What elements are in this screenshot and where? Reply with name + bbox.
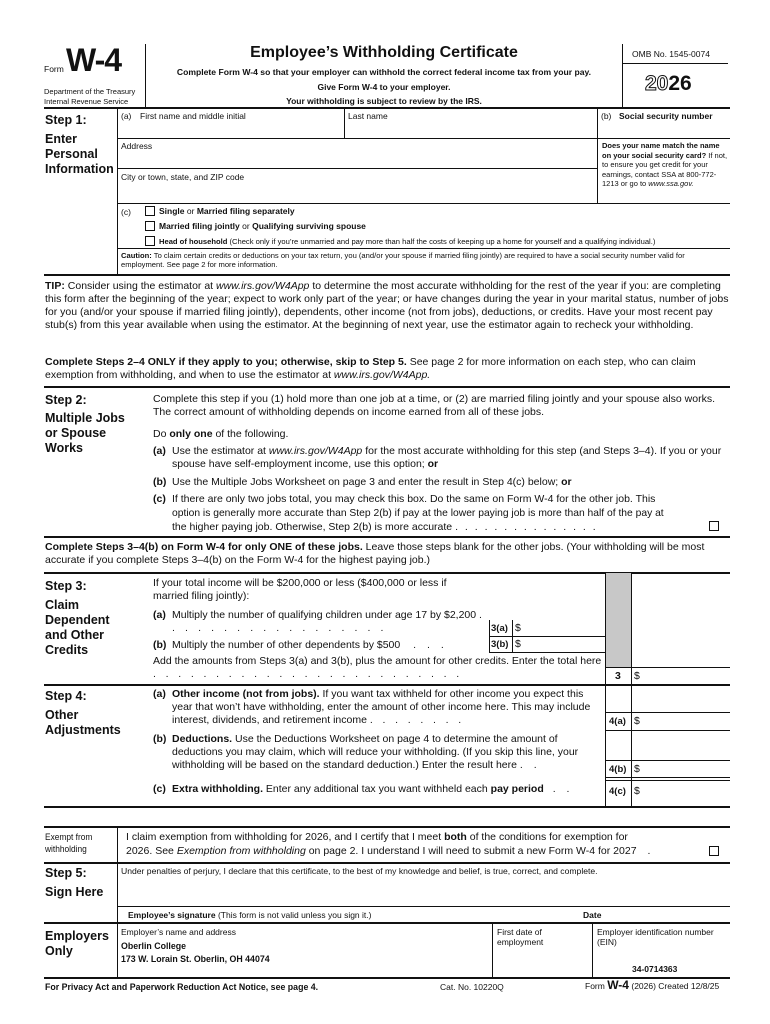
do-post: of the following.	[215, 428, 289, 440]
do-bold: only one	[169, 428, 213, 440]
address-label: Address	[121, 141, 153, 151]
line-4a-dollar: $	[634, 715, 640, 727]
complete24-text: See page 2 for more information on each step, who can claim exemption from withholding, and when to use the estimator at	[45, 356, 696, 381]
signature-label-bold: Employee’s signature	[128, 910, 216, 920]
exempt-label-2: withholding	[45, 844, 87, 855]
complete-steps-3-4	[45, 541, 729, 567]
option-single-a: Single	[159, 206, 185, 216]
step3-b-text	[172, 639, 448, 652]
employer-address[interactable]: 173 W. Lorain St. Oberlin, OH 44074	[121, 954, 270, 964]
employer-name[interactable]: Oberlin College	[121, 941, 187, 951]
complete24-url[interactable]: www.irs.gov/W4App.	[333, 369, 431, 381]
signature-label-text: (This form is not valid unless you sign it.)	[217, 910, 372, 920]
ssn-note-bold: Does your name match the name on your social security card?	[602, 141, 720, 160]
step3-a-text	[172, 609, 487, 635]
step3-a-letter: (a)	[153, 609, 166, 621]
exempt-2-italic: Exemption from withholding	[176, 845, 306, 857]
form-word: Form	[44, 64, 64, 74]
checkbox-single[interactable]	[145, 206, 155, 216]
signature-input[interactable]	[121, 880, 576, 906]
employer-name-label: Employer’s name and address	[121, 927, 236, 937]
checkbox-head-of-household[interactable]	[145, 236, 155, 246]
step3-add-dots: . . . . . . . . . . . . . . . . . . . . . . . . .	[153, 668, 463, 680]
city-label: City or town, state, and ZIP code	[121, 172, 245, 182]
line-3-dollar: $	[634, 670, 640, 682]
step3-add-desc: Add the amounts from Steps 3(a) and 3(b), plus the amount for other credits. Enter the total here	[153, 655, 602, 667]
step2-a-letter: (a)	[153, 445, 166, 457]
step2-b-letter: (b)	[153, 476, 167, 488]
address-input[interactable]	[120, 152, 595, 166]
first-name-input[interactable]	[120, 122, 342, 138]
step4-a-bold: Other income (not from jobs).	[172, 688, 320, 700]
complete34-bold: Complete Steps 3–4(b) on Form W-4 for only ONE of these jobs.	[45, 541, 363, 553]
step4-a-letter: (a)	[153, 688, 166, 700]
complete-steps-2-4	[45, 356, 729, 382]
shaded-column	[605, 573, 631, 667]
ssn-input[interactable]	[600, 122, 728, 136]
step4-c-desc: Enter any additional tax you want withheld each	[265, 783, 488, 795]
b-text: Use the Multiple Jobs Worksheet on page 3 and enter the result in Step 4(c) below;	[172, 476, 559, 488]
ein-label: Employer identification number (EIN)	[597, 927, 714, 947]
tip-text: to determine the most accurate withholding for the rest of the year if you: are completing this form after the beginning of the year; expect to work only part of the year; or have changes during the year in your marital status, number of jobs for you (and/or your spouse if married filing jointly), dependents, other income (not from jobs), deductions, or credits. Have your most recent pay stub(s) from this year available when using the estimator. At the beginning of next year, use the estimator again to recheck your withholding.	[45, 280, 729, 331]
exempt-line-1	[126, 831, 628, 844]
caution-bold: Caution:	[121, 251, 152, 260]
footer-form-num: W-4	[607, 978, 629, 992]
dept-irs: Internal Revenue Service	[44, 97, 129, 106]
tip-bold: TIP:	[45, 280, 65, 292]
tip-paragraph	[45, 280, 729, 332]
step3-b-desc: Multiply the number of other dependents by $500	[172, 639, 401, 651]
omb-number: OMB No. 1545-0074	[632, 49, 710, 59]
exempt-label	[45, 832, 92, 856]
checkbox-two-jobs[interactable]	[709, 521, 719, 531]
step2-c-line1: If there are only two jobs total, you may check this box. Do the same on Form W-4 for the other job. This	[172, 493, 656, 505]
step2-title: Multiple Jobs or Spouse Works	[45, 411, 125, 455]
option-married	[159, 221, 366, 231]
ssn-note	[602, 141, 728, 189]
exempt-1-bold: both	[444, 831, 467, 843]
date-label: Date	[583, 910, 602, 920]
form-subtitle-1: Complete Form W-4 so that your employer can withhold the correct federal income tax from your pay.	[176, 67, 592, 77]
step2-c-letter: (c)	[153, 493, 166, 505]
step4-b-dots: . .	[519, 759, 541, 771]
step4-c-letter: (c)	[153, 783, 166, 795]
catalog-number: Cat. No. 10220Q	[440, 982, 504, 992]
box-3a-label: 3(a)	[491, 623, 508, 634]
a-or: or	[427, 458, 439, 470]
form-subtitle-2: Give Form W-4 to your employer.	[317, 82, 451, 92]
box-3a-dollar: $	[515, 622, 521, 634]
step2-intro: Complete this step if you (1) hold more than one job at a time, or (2) are married filing jointly and your spouse also works. The correct amount of withholding depends on income earned from all of these jobs.	[153, 393, 716, 418]
step1-title: Enter Personal Information	[45, 132, 114, 176]
step4-c-dots: . .	[552, 783, 574, 795]
input-4a[interactable]	[643, 714, 728, 728]
input-line-3[interactable]	[643, 669, 728, 683]
exempt-2-post: on page 2. I understand I will need to submit a new Form W-4 for 2027	[308, 845, 637, 857]
tax-year-bold: 26	[668, 72, 692, 95]
box-3b-label: 3(b)	[491, 639, 509, 650]
line-4c-label: 4(c)	[609, 786, 626, 797]
exempt-line-2	[126, 845, 650, 858]
privacy-notice: For Privacy Act and Paperwork Reduction Act Notice, see page 4.	[45, 982, 319, 992]
input-4b[interactable]	[643, 762, 728, 776]
ein-value[interactable]: 34-0714363	[632, 964, 678, 974]
exempt-1-pre: I claim exemption from withholding for 2026, and I certify that I meet	[126, 831, 442, 843]
option-single	[159, 206, 295, 216]
step4-c-bold: Extra withholding.	[172, 783, 263, 795]
footer-form-id	[585, 980, 719, 991]
step1-label: Step 1:	[45, 113, 87, 127]
step4-a-dots: . . . . . . . .	[369, 714, 465, 726]
step3-title: Claim Dependent and Other Credits	[45, 598, 110, 657]
box-3b-dollar: $	[515, 638, 521, 650]
option-married-a: Married filing jointly	[159, 221, 240, 231]
tip-pre: Consider using the estimator at	[67, 280, 214, 292]
step4-c-text	[172, 783, 573, 796]
line-4c-dollar: $	[634, 785, 640, 797]
checkbox-exempt[interactable]	[709, 846, 719, 856]
step2-b-text	[172, 476, 728, 489]
form-title: Employee’s Withholding Certificate	[250, 44, 518, 61]
date-input[interactable]	[582, 880, 728, 906]
footer-form-post: (2026) Created 12/8/25	[631, 981, 720, 991]
c-text3: the higher paying job. Otherwise, Step 2(b) is more accurate	[172, 521, 453, 533]
caution-text: To claim certain credits or deductions on your tax return, you (and/or your spouse if married filing jointly) are required to have a social security number valid for employment. See page 2 for more information.	[121, 251, 685, 269]
step4-title: Other Adjustments	[45, 708, 121, 737]
line-4a-label: 4(a)	[609, 716, 626, 727]
tax-year-outline: 20	[645, 72, 669, 95]
first-name-label: First name and middle initial	[140, 111, 246, 121]
step4-c-bold2: pay period	[490, 783, 544, 795]
checkbox-married-jointly[interactable]	[145, 221, 155, 231]
step3-a-desc: Multiply the number of qualifying children under age 17 by $2,200	[172, 609, 477, 621]
option-married-b: Qualifying surviving spouse	[252, 221, 366, 231]
step5-title: Sign Here	[45, 885, 104, 899]
city-input[interactable]	[120, 184, 595, 200]
option-hoh-bold: Head of household	[159, 237, 228, 246]
input-4c[interactable]	[643, 784, 728, 798]
step3-b-letter: (b)	[153, 639, 167, 651]
last-name-label: Last name	[348, 111, 388, 121]
step4-b-bold: Deductions.	[172, 733, 233, 745]
exempt-1-post: of the conditions for exemption for	[469, 831, 628, 843]
a-text: for the most accurate withholding for this step (and Steps 3–4). If you or your spouse have self-employment income, use this option;	[172, 445, 722, 470]
tip-url[interactable]: www.irs.gov/W4App	[216, 280, 310, 292]
a-pre: Use the estimator at	[172, 445, 266, 457]
input-3a[interactable]	[524, 621, 604, 635]
employers-title: Employers Only	[45, 929, 109, 958]
first-date-label: First date of employment	[497, 927, 544, 947]
perjury-statement: Under penalties of perjury, I declare that this certificate, to the best of my knowledge and belief, is true, correct, and complete.	[121, 866, 598, 876]
step4-b-desc: Use the Deductions Worksheet on page 4 to determine the amount of deductions you may claim, which will reduce your withholding. (If you skip this line, your withholding will be based on the standard deduction.) Enter the result here	[172, 733, 579, 771]
field-a-letter: (a)	[121, 111, 132, 121]
option-single-b: Married filing separately	[196, 206, 295, 216]
step4-b-letter: (b)	[153, 733, 167, 745]
option-hoh	[159, 237, 655, 246]
first-date-input[interactable]	[497, 952, 589, 974]
complete24-bold: Complete Steps 2–4 ONLY if they apply to you; otherwise, skip to Step 5.	[45, 356, 407, 368]
step3-label: Step 3:	[45, 579, 87, 593]
form-number: W-4	[66, 42, 122, 78]
caution-note	[121, 251, 726, 269]
option-single-or: or	[186, 206, 195, 216]
line-3-label: 3	[615, 670, 621, 682]
input-3b[interactable]	[524, 637, 604, 651]
ssn-note-url: www.ssa.gov.	[648, 179, 694, 189]
step3-a-dots: . . . . . . . . . . . . . . . . . .	[172, 609, 486, 634]
ssn-note-text: If not, to ensure you get credit for your earnings, contact SSA at 800-772-1213 or go to	[602, 150, 728, 189]
exempt-2-dot: .	[647, 845, 651, 857]
ssn-label: Social security number	[619, 111, 713, 121]
form-subtitle-3: Your withholding is subject to review by the IRS.	[286, 96, 482, 106]
signature-label	[128, 910, 371, 920]
step5-label: Step 5:	[45, 866, 87, 880]
step3-intro: If your total income will be $200,000 or less ($400,000 or less if married filing jointly):	[153, 577, 447, 602]
step2-label: Step 2:	[45, 393, 87, 407]
step2-c-line2: option is generally more accurate than Step 2(b) if pay at the lower paying job is more than half of the pay at	[172, 508, 664, 519]
step2-a-text	[172, 445, 728, 471]
step4-b-text	[172, 733, 600, 772]
step4-a-desc: If you want tax withheld for other income you expect this year that won’t have withholding, enter the amount of other income here. This may include interest, dividends, and retirement income	[172, 688, 591, 726]
line-4b-label: 4(b)	[609, 764, 627, 775]
tax-year	[645, 72, 692, 96]
ssn-letter: (b)	[601, 111, 612, 121]
option-hoh-text: (Check only if you’re unmarried and pay more than half the costs of keeping up a home for yourself and a qualifying individual.)	[229, 237, 656, 246]
filing-status-letter: (c)	[121, 207, 131, 217]
last-name-input[interactable]	[347, 122, 595, 138]
step3-b-dots: . . .	[413, 639, 448, 651]
step2-do-only-one	[153, 428, 288, 441]
complete34-text: Leave those steps blank for the other jobs. (Your withholding will be most accurate if you complete Steps 3–4(b) on the Form W-4 for the highest paying job.)	[45, 541, 705, 566]
step2-c-line3	[172, 521, 598, 534]
do-pre: Do	[153, 428, 167, 440]
footer-form-pre: Form	[585, 981, 605, 991]
b-or: or	[561, 476, 572, 488]
exempt-2-pre: 2026. See	[126, 845, 174, 857]
option-married-or: or	[242, 221, 250, 231]
step4-label: Step 4:	[45, 689, 87, 703]
exempt-label-1: Exempt from	[45, 832, 93, 843]
step3-add-text	[153, 655, 603, 681]
line-4b-dollar: $	[634, 763, 640, 775]
dept-treasury: Department of the Treasury	[44, 87, 136, 96]
c-dots: . . . . . . . . . . . . . . .	[455, 521, 598, 533]
a-url[interactable]: www.irs.gov/W4App	[268, 445, 363, 457]
step4-a-text	[172, 688, 600, 727]
